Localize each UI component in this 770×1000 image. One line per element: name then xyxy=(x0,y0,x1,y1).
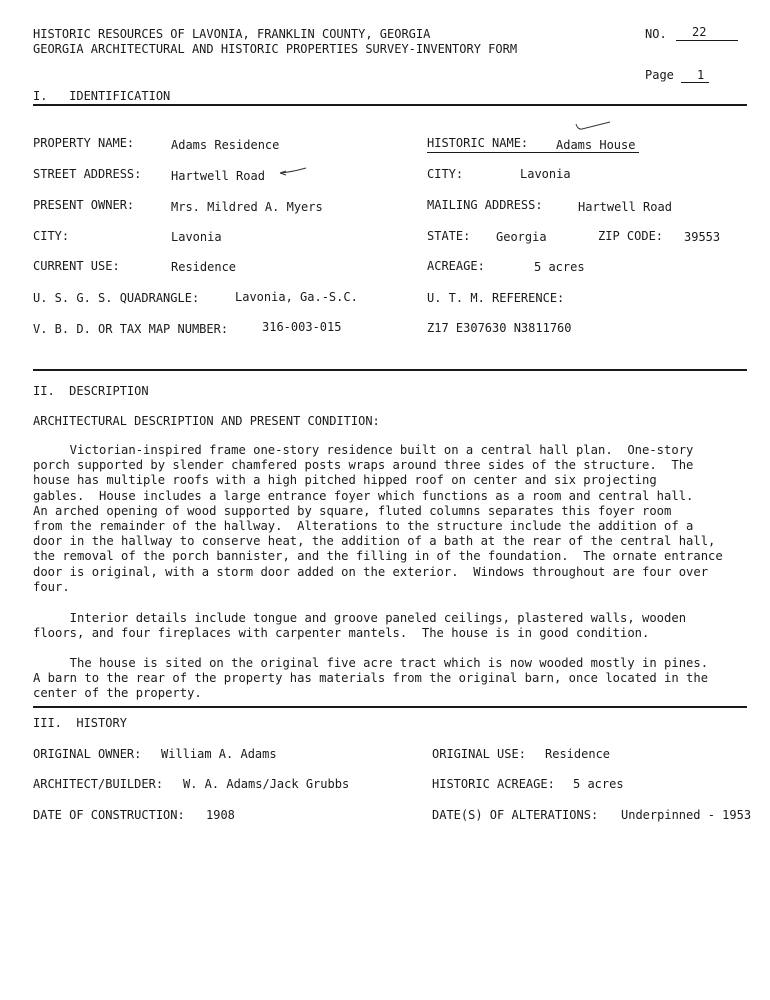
tax-map-label: V. B. D. OR TAX MAP NUMBER: xyxy=(33,322,229,336)
acreage-label: ACREAGE: xyxy=(427,259,485,273)
usgs-quadrangle-value: Lavonia, Ga.-S.C. xyxy=(235,290,358,304)
current-use-label: CURRENT USE: xyxy=(33,259,120,273)
original-owner-label: ORIGINAL OWNER: xyxy=(33,747,142,761)
section-divider xyxy=(33,104,747,106)
utm-reference-value: Z17 E307630 N3811760 xyxy=(427,321,572,335)
historic-name-label: HISTORIC NAME: xyxy=(427,136,529,150)
form-number-value: 22 xyxy=(692,25,707,39)
page-number: 1 xyxy=(697,68,705,82)
section-divider xyxy=(33,369,747,371)
street-address-label: STREET ADDRESS: xyxy=(33,167,142,181)
pen-mark xyxy=(278,166,308,178)
description-paragraph-2: Interior details include tongue and groove paneled ceilings, plastered walls, wooden floors, and four fireplaces with carpenter mantels. The house is in good condition. xyxy=(33,611,687,641)
date-construction-label: DATE OF CONSTRUCTION: xyxy=(33,808,185,822)
mailing-address-value: Hartwell Road xyxy=(578,200,672,214)
form-number-label: NO. xyxy=(645,27,667,41)
section-divider xyxy=(33,706,747,708)
street-address-value: Hartwell Road xyxy=(171,169,265,183)
property-name-label: PROPERTY NAME: xyxy=(33,136,135,150)
date-construction-value: 1908 xyxy=(206,808,235,822)
section-history-heading: III. HISTORY xyxy=(33,716,127,730)
city2-label: CITY: xyxy=(33,229,70,243)
date-alterations-value: Underpinned - 1953 xyxy=(621,808,752,822)
section-description-heading: II. DESCRIPTION xyxy=(33,384,149,398)
current-use-value: Residence xyxy=(171,260,237,274)
historic-acreage-value: 5 acres xyxy=(573,777,624,791)
property-name-value: Adams Residence xyxy=(171,138,280,152)
form-title-line2: GEORGIA ARCHITECTURAL AND HISTORIC PROPERTIES SURVEY-INVENTORY FORM xyxy=(33,42,518,56)
present-owner-label: PRESENT OWNER: xyxy=(33,198,135,212)
architect-builder-label: ARCHITECT/BUILDER: xyxy=(33,777,164,791)
form-title-line1: HISTORIC RESOURCES OF LAVONIA, FRANKLIN COUNTY, GEORGIA xyxy=(33,27,431,41)
date-alterations-label: DATE(S) OF ALTERATIONS: xyxy=(432,808,599,822)
original-use-label: ORIGINAL USE: xyxy=(432,747,526,761)
city-value: Lavonia xyxy=(520,167,571,181)
zip-label: ZIP CODE: xyxy=(598,229,664,243)
city-label: CITY: xyxy=(427,167,464,181)
historic-name-value: Adams House xyxy=(556,138,636,152)
zip-value: 39553 xyxy=(684,230,721,244)
city2-value: Lavonia xyxy=(171,230,222,244)
utm-reference-label: U. T. M. REFERENCE: xyxy=(427,291,565,305)
page-label: Page xyxy=(645,68,674,82)
mailing-address-label: MAILING ADDRESS: xyxy=(427,198,543,212)
description-paragraph-1: Victorian-inspired frame one-story residence built on a central hall plan. One-story porch supported by slender chamfered posts wraps around three sides of the structure. The house has multiple roofs with a high pitched hipped roof on center and six projecting gables. House includes a large entrance foyer which functions as a room and central hall. An arched opening of wood supported by square, fluted columns separates this foyer room from the remainder of the hallway. Alterations to the structure include the addition of a door in the hallway to conserve heat, the addition of a bath at the rear of the central hall, the removal of the porch bannister, and the filling in of the foundation. The ornate entrance door is original, with a storm door added on the exterior. Windows throughout are four over four. xyxy=(33,443,723,594)
historic-name-underline xyxy=(427,152,639,153)
original-use-value: Residence xyxy=(545,747,611,761)
section-identification-heading: I. IDENTIFICATION xyxy=(33,89,171,103)
description-paragraph-3: The house is sited on the original five acre tract which is now wooded mostly in pines. A barn to the rear of the property has materials from the original barn, once located in the center of the property. xyxy=(33,656,709,701)
pen-mark xyxy=(574,120,612,134)
architectural-description-subheading: ARCHITECTURAL DESCRIPTION AND PRESENT CONDITION: xyxy=(33,414,380,428)
form-number-underline xyxy=(676,40,738,41)
historic-acreage-label: HISTORIC ACREAGE: xyxy=(432,777,555,791)
page-number-underline xyxy=(681,82,709,83)
architect-builder-value: W. A. Adams/Jack Grubbs xyxy=(183,777,350,791)
present-owner-value: Mrs. Mildred A. Myers xyxy=(171,200,323,214)
usgs-quadrangle-label: U. S. G. S. QUADRANGLE: xyxy=(33,291,200,305)
tax-map-value: 316-003-015 xyxy=(262,320,342,334)
state-label: STATE: xyxy=(427,229,471,243)
acreage-value: 5 acres xyxy=(534,260,585,274)
original-owner-value: William A. Adams xyxy=(161,747,277,761)
state-value: Georgia xyxy=(496,230,547,244)
